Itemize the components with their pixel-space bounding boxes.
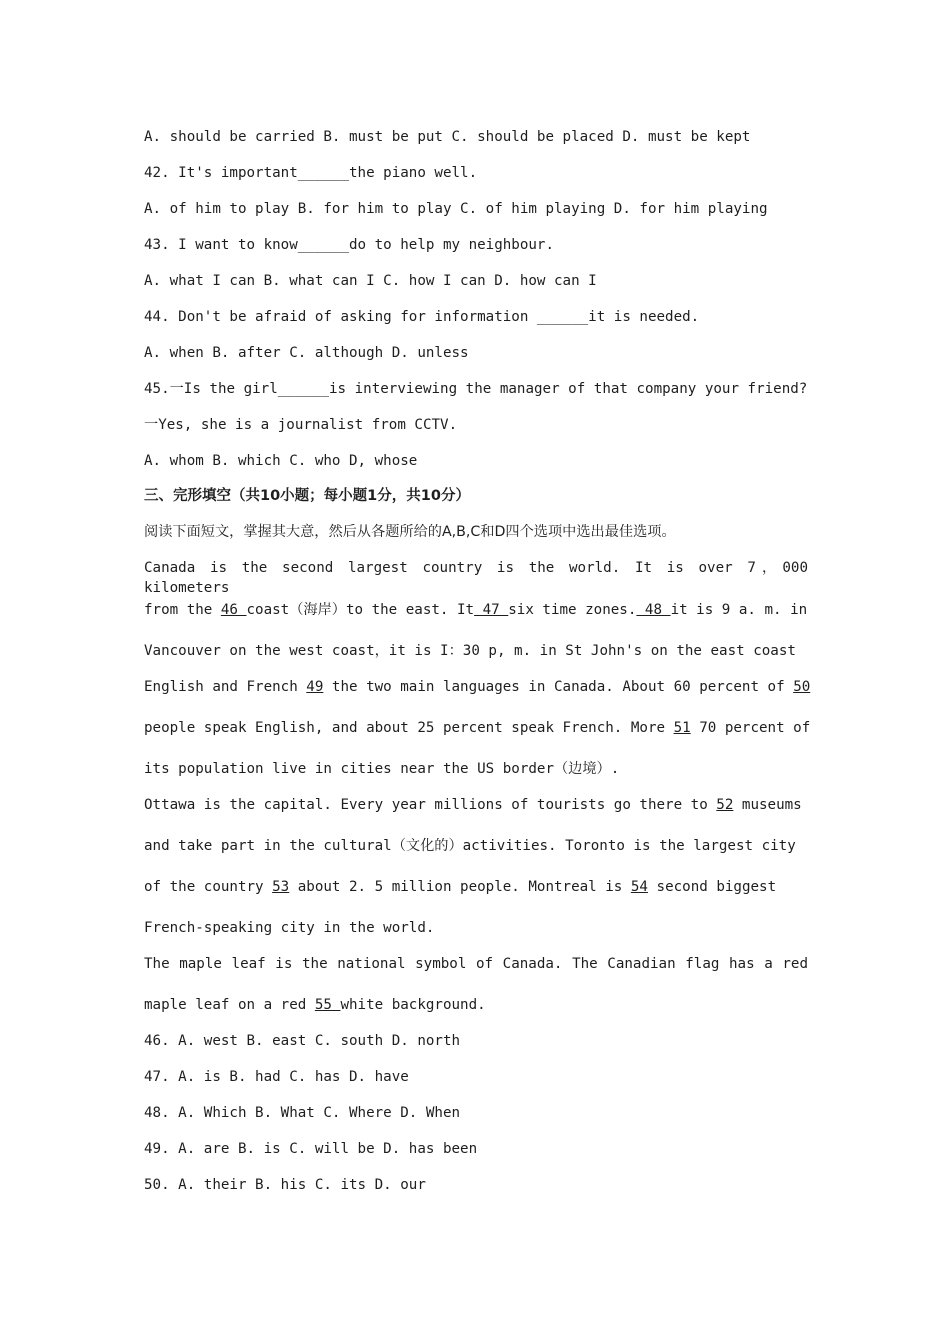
question-46: 46. A. west B. east C. south D. north	[144, 1033, 461, 1049]
passage-text: Ottawa is the capital. Every year millions of tourists go there to	[144, 797, 717, 813]
blank-51: 51	[673, 720, 691, 736]
passage-line: French-speaking city in the world.	[144, 920, 435, 936]
passage-text: of the country	[144, 879, 273, 895]
question-45-options: A. whom B. which C. who D, whose	[144, 453, 418, 469]
question-45-reply: 一Yes, she is a journalist from CCTV.	[144, 417, 458, 433]
passage-text: the two main languages in Canada. About 60 percent of	[323, 679, 794, 695]
passage-line: Vancouver on the west coast，it is I：30 p, m. in St John's on the east coast	[144, 643, 796, 659]
question-48: 48. A. Which B. What C. Where D. When	[144, 1105, 461, 1121]
passage-line: The maple leaf is the national symbol of Canada. The Canadian flag has a red	[144, 956, 808, 972]
passage-text: second biggest	[647, 879, 777, 895]
section-instructions: 阅读下面短文，掌握其大意，然后从各题所给的A,B,C和D四个选项中选出最佳选项。	[144, 524, 676, 540]
passage-text: maple leaf on a red	[144, 997, 315, 1013]
passage-line	[144, 877, 808, 897]
passage-text: 70 percent of	[690, 720, 811, 736]
blank-52: 52	[716, 797, 734, 813]
passage-line: Canada is the second largest country is the world. It is over 7，000 kilometers	[144, 560, 808, 596]
passage-line	[144, 795, 808, 815]
passage-line	[144, 718, 811, 738]
passage-text: about 2. 5 million people. Montreal is	[289, 879, 631, 895]
question-49: 49. A. are B. is C. will be D. has been	[144, 1141, 478, 1157]
blank-47: 47	[474, 602, 509, 618]
blank-55: 55	[314, 997, 341, 1013]
blank-46: 46	[220, 602, 247, 618]
passage-text: English and French	[144, 679, 307, 695]
question-44: 44. Don't be afraid of asking for information ______it is needed.	[144, 309, 700, 325]
passage-text: museums	[733, 797, 802, 813]
question-42-options: A. of him to play B. for him to play C. of him playing D. for him playing	[144, 201, 768, 217]
question-42: 42. It's important______the piano well.	[144, 165, 478, 181]
question-50: 50. A. their B. his C. its D. our	[144, 1177, 426, 1193]
question-43-options: A. what I can B. what can I C. how I can D. how can I	[144, 273, 597, 289]
blank-54: 54	[630, 879, 648, 895]
passage-text: six time zones.	[508, 602, 637, 618]
passage-line: and take part in the cultural（文化的）activities. Toronto is the largest city	[144, 838, 796, 854]
passage-text: white background.	[340, 997, 486, 1013]
question-45: 45.一Is the girl______is interviewing the manager of that company your friend?	[144, 381, 808, 397]
passage-line	[144, 995, 808, 1015]
question-41-options: A. should be carried B. must be put C. should be placed D. must be kept	[144, 129, 751, 145]
passage-text: from the	[144, 602, 221, 618]
passage-text: it is 9 a. m. in	[670, 602, 808, 618]
blank-53: 53	[272, 879, 290, 895]
section-title: 三、完形填空（共10小题；每小题1分，共10分）	[144, 488, 470, 504]
blank-50: 50	[793, 679, 811, 695]
passage-line	[144, 600, 808, 620]
question-43: 43. I want to know______do to help my neighbour.	[144, 237, 554, 253]
question-44-options: A. when B. after C. although D. unless	[144, 345, 469, 361]
question-47: 47. A. is B. had C. has D. have	[144, 1069, 409, 1085]
blank-49: 49	[306, 679, 324, 695]
passage-line: its population live in cities near the US border（边境）.	[144, 761, 620, 777]
passage-text: coast（海岸）to the east. It	[246, 602, 475, 618]
blank-48: 48	[636, 602, 671, 618]
passage-text: people speak English, and about 25 percent speak French. More	[144, 720, 674, 736]
passage-line	[144, 677, 811, 697]
